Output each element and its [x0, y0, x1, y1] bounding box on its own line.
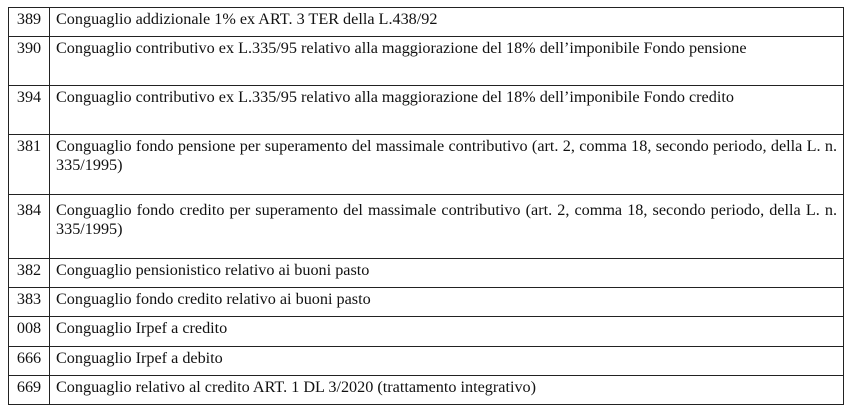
table-row: [9, 8, 844, 37]
row-code: 390: [9, 37, 50, 86]
row-description: Conguaglio contributivo ex L.335/95 relativo alla maggiorazione del 18% dell’imponibile Fondo credito: [50, 86, 844, 135]
table-row: [9, 288, 844, 317]
row-description: Conguaglio Irpef a debito: [50, 347, 844, 376]
row-code: 389: [9, 8, 50, 37]
row-code: 669: [9, 376, 50, 405]
row-description: Conguaglio Irpef a credito: [50, 317, 844, 347]
table-row: [9, 317, 844, 347]
row-code: 381: [9, 135, 50, 195]
row-code: 384: [9, 195, 50, 259]
row-description: Conguaglio pensionistico relativo ai buoni pasto: [50, 259, 844, 288]
row-description: Conguaglio relativo al credito ART. 1 DL 3/2020 (trattamento integrativo): [50, 376, 844, 405]
table-row: [9, 347, 844, 376]
row-description: Conguaglio addizionale 1% ex ART. 3 TER della L.438/92: [50, 8, 844, 37]
table-row: [9, 376, 844, 405]
row-description: Conguaglio fondo credito relativo ai buoni pasto: [50, 288, 844, 317]
row-code: 394: [9, 86, 50, 135]
table-row: [9, 135, 844, 195]
row-code: 666: [9, 347, 50, 376]
row-description: Conguaglio fondo credito per superamento del massimale contributivo (art. 2, comma 18, secondo periodo, della L. n. 335/1995): [50, 195, 844, 259]
row-code: 382: [9, 259, 50, 288]
table-row: [9, 37, 844, 86]
table-row: [9, 86, 844, 135]
table-row: [9, 195, 844, 259]
table-row: [9, 259, 844, 288]
row-code: 383: [9, 288, 50, 317]
row-code: 008: [9, 317, 50, 347]
row-description: Conguaglio fondo pensione per superamento del massimale contributivo (art. 2, comma 18, secondo periodo, della L. n. 335/1995): [50, 135, 844, 195]
codes-table: [8, 7, 844, 405]
row-description: Conguaglio contributivo ex L.335/95 relativo alla maggiorazione del 18% dell’imponibile Fondo pensione: [50, 37, 844, 86]
